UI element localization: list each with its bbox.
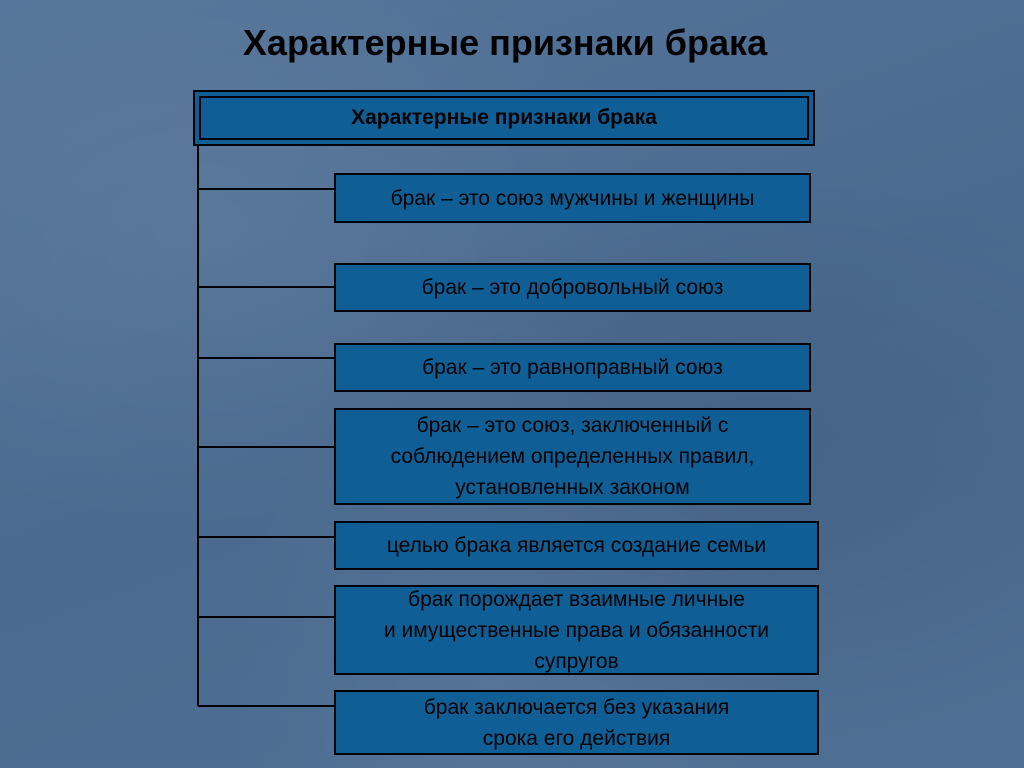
feature-box-legal-rules bbox=[334, 408, 811, 505]
slide-title: Характерные признаки брака bbox=[242, 22, 768, 63]
diagram-header-box bbox=[193, 90, 815, 146]
feature-box-rights-duties bbox=[334, 585, 819, 675]
feature-box-equal bbox=[334, 343, 811, 392]
feature-text: брак – это равноправный союз bbox=[422, 356, 723, 379]
feature-text: брак – это добровольный союз bbox=[421, 276, 724, 299]
feature-box-union-man-woman bbox=[334, 173, 811, 223]
feature-text: брак заключается без указания срока его действия bbox=[423, 695, 730, 750]
diagram-header-text: Характерные признаки брака bbox=[199, 96, 809, 140]
feature-box-family-goal bbox=[334, 521, 819, 570]
feature-text: брак порождает взаимные личные и имущественные права и обязанности супругов bbox=[383, 587, 770, 673]
feature-box-no-term bbox=[334, 690, 819, 755]
feature-text: целью брака является создание семьи bbox=[386, 534, 767, 557]
feature-box-voluntary bbox=[334, 263, 811, 312]
feature-text: брак – это союз, заключенный с соблюдением определенных правил, установленных законом bbox=[390, 414, 755, 499]
feature-text: брак – это союз мужчины и женщины bbox=[390, 186, 755, 210]
